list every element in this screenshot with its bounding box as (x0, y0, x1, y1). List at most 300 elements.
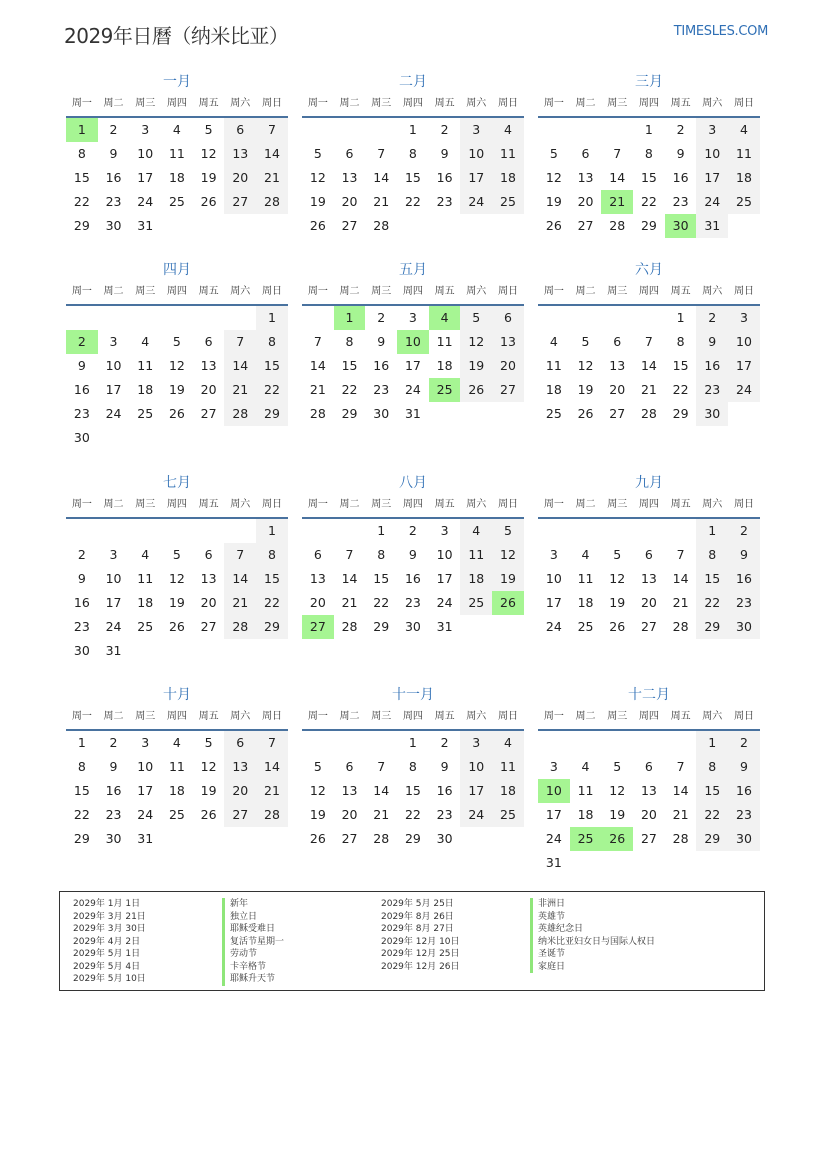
holiday-names-column (222, 898, 284, 986)
site-logo[interactable]: TIMESLES.COM (673, 24, 768, 39)
weekday-label: 周日 (733, 98, 754, 109)
weekday-label: 周二 (339, 499, 360, 510)
day-cell: 7 (676, 547, 685, 562)
weekday-label: 周三 (607, 499, 628, 510)
holiday-day-cell: 25 (570, 827, 602, 851)
day-cell: 4 (581, 547, 590, 562)
empty-cell (665, 519, 697, 543)
day-cell: 16 (105, 170, 122, 185)
empty-cell (570, 519, 602, 543)
day-cell: 29 (341, 406, 358, 421)
day-cell: 3 (549, 759, 558, 774)
month-name: 十月 (163, 687, 191, 703)
weekday-label: 周四 (402, 711, 423, 722)
day-cell: 20 (609, 382, 626, 397)
day-cell: 5 (313, 146, 322, 161)
weekday-label: 周五 (198, 98, 219, 109)
empty-cell (601, 118, 633, 142)
day-cell: 19 (609, 595, 626, 610)
day-cell: 14 (256, 142, 288, 166)
empty-cell (570, 306, 602, 330)
day-cell: 23 (105, 194, 122, 209)
weekday-label: 周五 (670, 711, 691, 722)
day-cell: 24 (545, 831, 562, 846)
day-cell: 21 (373, 194, 390, 209)
weekday-label: 周日 (497, 286, 518, 297)
day-cell: 28 (373, 218, 390, 233)
empty-cell (161, 519, 193, 543)
day-cell: 28 (672, 619, 689, 634)
day-cell: 6 (224, 731, 256, 755)
day-cell: 27 (640, 619, 657, 634)
day-cell: 26 (168, 406, 185, 421)
day-cell: 13 (492, 330, 524, 354)
weekday-label: 周一 (71, 286, 92, 297)
day-cell: 10 (105, 571, 122, 586)
weekday-label: 周一 (71, 711, 92, 722)
day-cell: 22 (341, 382, 358, 397)
day-cell: 24 (404, 382, 421, 397)
day-cell: 9 (377, 334, 386, 349)
day-cell: 2 (728, 519, 760, 543)
day-cell: 11 (728, 142, 760, 166)
day-cell: 12 (200, 146, 217, 161)
weekday-label: 周四 (402, 286, 423, 297)
holiday-date: 2029年 5月 4日 (73, 961, 141, 972)
day-cell: 19 (168, 595, 185, 610)
day-cell: 6 (345, 759, 354, 774)
day-cell: 15 (341, 358, 358, 373)
month-name: 八月 (399, 475, 427, 491)
day-cell: 12 (492, 543, 524, 567)
day-cell: 8 (345, 334, 354, 349)
day-cell: 19 (200, 170, 217, 185)
day-cell: 15 (404, 783, 421, 798)
holiday-date: 2029年 3月 30日 (73, 924, 146, 934)
day-cell: 13 (341, 170, 358, 185)
day-cell: 19 (609, 807, 626, 822)
month-name: 一月 (163, 74, 191, 90)
day-cell: 20 (224, 779, 256, 803)
day-cell: 9 (696, 330, 728, 354)
weekday-label: 周六 (230, 286, 251, 297)
day-cell: 17 (696, 166, 728, 190)
day-cell: 14 (373, 170, 390, 185)
empty-cell (224, 306, 256, 330)
day-cell: 1 (644, 122, 653, 137)
weekday-header (302, 282, 524, 306)
day-cell: 29 (696, 827, 728, 851)
weekday-header (66, 282, 288, 306)
day-cell: 1 (676, 310, 685, 325)
day-cell: 17 (137, 170, 154, 185)
day-cell: 2 (696, 306, 728, 330)
weekday-label: 周六 (230, 499, 251, 510)
day-cell: 6 (313, 547, 322, 562)
weekday-label: 周一 (71, 499, 92, 510)
weekday-label: 周一 (307, 286, 328, 297)
day-cell: 11 (168, 146, 185, 161)
holiday-date: 2029年 12月 26日 (381, 961, 460, 972)
day-cell: 3 (549, 547, 558, 562)
empty-cell (633, 731, 665, 755)
weekday-label: 周日 (497, 711, 518, 722)
day-cell: 18 (436, 358, 453, 373)
day-cell: 28 (373, 831, 390, 846)
month-calendar (66, 72, 288, 238)
weekday-label: 周一 (307, 98, 328, 109)
day-cell: 6 (644, 759, 653, 774)
day-cell: 22 (256, 591, 288, 615)
day-cell: 8 (408, 759, 417, 774)
day-cell: 22 (404, 807, 421, 822)
day-cell: 22 (404, 194, 421, 209)
day-cell: 29 (373, 619, 390, 634)
empty-cell (98, 306, 130, 330)
weekday-label: 周六 (466, 499, 487, 510)
holiday-day-cell: 26 (601, 827, 633, 851)
day-cell: 2 (109, 735, 118, 750)
day-cell: 8 (256, 330, 288, 354)
day-cell: 15 (640, 170, 657, 185)
day-cell: 11 (492, 142, 524, 166)
holiday-dates-column (73, 898, 146, 986)
holiday-name: 英雄节 (530, 911, 655, 924)
holiday-date: 2029年 4月 2日 (73, 936, 141, 947)
month-name: 二月 (399, 74, 427, 90)
day-cell: 14 (341, 571, 358, 586)
day-cell: 7 (256, 118, 288, 142)
empty-cell (538, 519, 570, 543)
day-cell: 5 (613, 547, 622, 562)
day-cell: 28 (224, 402, 256, 426)
day-cell: 17 (137, 783, 154, 798)
holiday-day-cell: 1 (334, 306, 366, 330)
day-cell: 6 (204, 547, 213, 562)
weekday-label: 周一 (71, 98, 92, 109)
day-cell: 26 (309, 831, 326, 846)
holiday-day-cell: 10 (397, 330, 429, 354)
day-cell: 13 (224, 142, 256, 166)
day-cell: 31 (137, 218, 154, 233)
month-calendar (302, 260, 524, 426)
weekday-label: 周六 (466, 286, 487, 297)
day-cell: 7 (613, 146, 622, 161)
day-cell: 22 (73, 194, 90, 209)
day-cell: 8 (77, 759, 86, 774)
page-title: 2029年日曆（纳米比亚） (64, 24, 289, 48)
empty-cell (633, 306, 665, 330)
day-cell: 25 (168, 194, 185, 209)
day-cell: 4 (581, 759, 590, 774)
day-cell: 8 (676, 334, 685, 349)
weekday-label: 周三 (607, 98, 628, 109)
day-cell: 16 (728, 567, 760, 591)
day-cell: 20 (577, 194, 594, 209)
day-cell: 2 (440, 122, 449, 137)
day-cell: 24 (137, 807, 154, 822)
day-cell: 16 (728, 779, 760, 803)
day-cell: 12 (168, 358, 185, 373)
day-cell: 30 (728, 615, 760, 639)
day-cell: 22 (696, 591, 728, 615)
day-cell: 4 (141, 334, 150, 349)
day-cell: 13 (200, 571, 217, 586)
weekday-header (302, 495, 524, 519)
day-cell: 4 (172, 735, 181, 750)
day-cell: 12 (609, 571, 626, 586)
day-grid (302, 519, 524, 639)
day-cell: 22 (696, 803, 728, 827)
day-cell: 11 (577, 783, 594, 798)
day-cell: 5 (581, 334, 590, 349)
day-cell: 5 (172, 334, 181, 349)
weekday-label: 周一 (543, 499, 564, 510)
day-cell: 28 (672, 831, 689, 846)
day-cell: 17 (545, 595, 562, 610)
holiday-date: 2029年 12月 25日 (381, 949, 460, 959)
day-cell: 6 (644, 547, 653, 562)
day-cell: 6 (613, 334, 622, 349)
day-cell: 24 (545, 619, 562, 634)
weekday-label: 周五 (434, 98, 455, 109)
day-cell: 31 (696, 214, 728, 238)
day-cell: 30 (73, 430, 90, 445)
day-cell: 26 (545, 218, 562, 233)
day-cell: 5 (460, 306, 492, 330)
weekday-label: 周四 (166, 711, 187, 722)
day-cell: 16 (404, 571, 421, 586)
day-cell: 18 (137, 382, 154, 397)
empty-cell (570, 731, 602, 755)
month-name: 六月 (635, 262, 663, 278)
day-cell: 11 (436, 334, 453, 349)
day-cell: 13 (224, 755, 256, 779)
day-cell: 24 (460, 803, 492, 827)
holiday-name: 劳动节 (222, 948, 284, 961)
day-cell: 20 (341, 194, 358, 209)
holiday-date: 2029年 3月 21日 (73, 911, 146, 922)
day-cell: 20 (341, 807, 358, 822)
day-cell: 25 (168, 807, 185, 822)
empty-cell (302, 306, 334, 330)
day-grid (538, 118, 760, 238)
month-calendar (538, 260, 760, 426)
weekday-label: 周二 (339, 286, 360, 297)
day-cell: 28 (640, 406, 657, 421)
weekday-label: 周五 (198, 499, 219, 510)
weekday-label: 周日 (261, 711, 282, 722)
day-cell: 11 (492, 755, 524, 779)
day-cell: 3 (728, 306, 760, 330)
day-cell: 29 (640, 218, 657, 233)
day-cell: 10 (137, 146, 154, 161)
weekday-label: 周四 (638, 711, 659, 722)
weekday-header (66, 707, 288, 731)
day-cell: 11 (577, 571, 594, 586)
empty-cell (365, 731, 397, 755)
day-cell: 29 (256, 402, 288, 426)
day-cell: 16 (436, 783, 453, 798)
day-cell: 16 (105, 783, 122, 798)
day-cell: 11 (137, 358, 154, 373)
day-cell: 26 (577, 406, 594, 421)
empty-cell (161, 306, 193, 330)
holiday-day-cell: 2 (66, 330, 98, 354)
weekday-label: 周三 (135, 286, 156, 297)
weekday-header (538, 94, 760, 118)
day-grid (302, 118, 524, 238)
day-cell: 4 (172, 122, 181, 137)
holiday-names-column (530, 898, 655, 973)
day-grid (538, 731, 760, 875)
weekday-label: 周三 (135, 98, 156, 109)
day-cell: 24 (137, 194, 154, 209)
day-cell: 30 (105, 218, 122, 233)
month-calendar (302, 72, 524, 238)
day-cell: 1 (256, 306, 288, 330)
weekday-label: 周三 (135, 499, 156, 510)
day-cell: 15 (404, 170, 421, 185)
day-cell: 25 (492, 190, 524, 214)
day-cell: 7 (377, 759, 386, 774)
day-cell: 16 (73, 382, 90, 397)
empty-cell (538, 731, 570, 755)
weekday-label: 周二 (103, 286, 124, 297)
day-cell: 21 (224, 378, 256, 402)
weekday-label: 周二 (575, 499, 596, 510)
day-cell: 9 (440, 759, 449, 774)
month-calendar (538, 685, 760, 875)
empty-cell (66, 306, 98, 330)
holiday-name: 耶稣升天节 (222, 973, 284, 986)
day-cell: 25 (728, 190, 760, 214)
day-cell: 11 (137, 571, 154, 586)
weekday-label: 周二 (103, 499, 124, 510)
month-calendar (66, 260, 288, 450)
day-cell: 16 (436, 170, 453, 185)
holiday-name: 独立日 (222, 911, 284, 924)
day-cell: 13 (309, 571, 326, 586)
weekday-header (538, 707, 760, 731)
day-cell: 15 (696, 567, 728, 591)
day-cell: 8 (644, 146, 653, 161)
day-cell: 31 (137, 831, 154, 846)
day-cell: 23 (105, 807, 122, 822)
day-cell: 5 (492, 519, 524, 543)
weekday-label: 周五 (670, 98, 691, 109)
empty-cell (570, 118, 602, 142)
weekday-label: 周三 (607, 711, 628, 722)
day-cell: 7 (313, 334, 322, 349)
day-cell: 8 (377, 547, 386, 562)
day-cell: 4 (141, 547, 150, 562)
day-cell: 29 (256, 615, 288, 639)
empty-cell (302, 118, 334, 142)
day-cell: 23 (728, 803, 760, 827)
day-cell: 9 (408, 547, 417, 562)
holiday-date: 2029年 1月 1日 (73, 899, 141, 909)
day-cell: 31 (436, 619, 453, 634)
day-cell: 28 (224, 615, 256, 639)
day-cell: 25 (492, 803, 524, 827)
day-cell: 5 (204, 122, 213, 137)
weekday-label: 周五 (434, 286, 455, 297)
weekday-header (66, 495, 288, 519)
day-cell: 14 (609, 170, 626, 185)
day-cell: 6 (345, 146, 354, 161)
weekday-header (302, 94, 524, 118)
weekday-label: 周一 (543, 98, 564, 109)
weekday-label: 周四 (402, 499, 423, 510)
day-cell: 23 (436, 194, 453, 209)
day-cell: 26 (309, 218, 326, 233)
day-cell: 23 (373, 382, 390, 397)
weekday-label: 周三 (371, 286, 392, 297)
weekday-label: 周二 (575, 98, 596, 109)
empty-cell (129, 519, 161, 543)
day-cell: 3 (460, 118, 492, 142)
day-cell: 12 (545, 170, 562, 185)
day-cell: 18 (728, 166, 760, 190)
day-cell: 4 (492, 731, 524, 755)
holiday-day-cell: 26 (492, 591, 524, 615)
day-cell: 19 (309, 194, 326, 209)
weekday-label: 周二 (339, 711, 360, 722)
weekday-label: 周日 (733, 286, 754, 297)
day-cell: 18 (460, 567, 492, 591)
day-cell: 6 (204, 334, 213, 349)
day-cell: 25 (545, 406, 562, 421)
weekday-label: 周日 (733, 499, 754, 510)
empty-cell (601, 306, 633, 330)
day-cell: 4 (492, 118, 524, 142)
weekday-label: 周日 (261, 499, 282, 510)
day-cell: 22 (640, 194, 657, 209)
day-cell: 2 (728, 731, 760, 755)
day-cell: 28 (256, 190, 288, 214)
weekday-label: 周四 (166, 98, 187, 109)
day-cell: 23 (404, 595, 421, 610)
day-cell: 19 (200, 783, 217, 798)
holiday-name: 圣诞节 (530, 948, 655, 961)
weekday-label: 周日 (261, 98, 282, 109)
day-cell: 4 (460, 519, 492, 543)
weekday-label: 周五 (670, 499, 691, 510)
day-cell: 11 (545, 358, 562, 373)
day-cell: 15 (73, 783, 90, 798)
day-cell: 27 (341, 218, 358, 233)
day-cell: 26 (200, 194, 217, 209)
weekday-label: 周六 (230, 711, 251, 722)
day-cell: 30 (105, 831, 122, 846)
empty-cell (601, 731, 633, 755)
day-cell: 21 (672, 807, 689, 822)
day-cell: 10 (436, 547, 453, 562)
holiday-day-cell: 10 (538, 779, 570, 803)
day-cell: 17 (460, 166, 492, 190)
day-cell: 7 (256, 731, 288, 755)
day-cell: 10 (460, 142, 492, 166)
month-name: 四月 (163, 262, 191, 278)
day-cell: 2 (408, 523, 417, 538)
day-cell: 18 (577, 807, 594, 822)
day-cell: 19 (545, 194, 562, 209)
day-cell: 24 (105, 619, 122, 634)
day-cell: 5 (172, 547, 181, 562)
day-cell: 9 (77, 571, 86, 586)
day-cell: 4 (549, 334, 558, 349)
